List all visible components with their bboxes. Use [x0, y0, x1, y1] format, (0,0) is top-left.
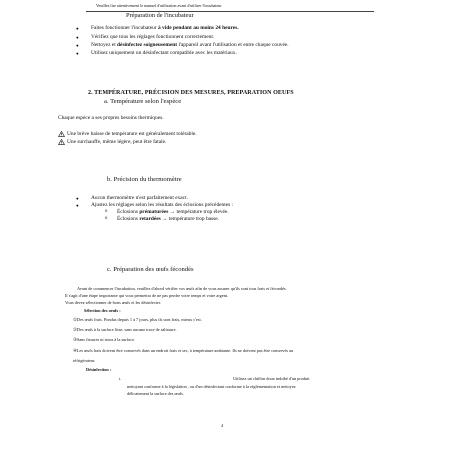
bullet-dot: ● [76, 35, 79, 40]
bullet-dot: ● [76, 51, 79, 56]
bullet-dot: ● [76, 26, 79, 31]
bullet-dot: ● [76, 196, 79, 201]
prep-bullet-1: Faites fonctionner l'incubateur à vide pendant au moins 24 heures. [91, 25, 239, 31]
subsection-b-title: b. Précision du thermomètre [107, 176, 182, 183]
selection-item-3: ③Sans fissures ni trous à la surface. [73, 337, 135, 342]
selection-item-1: ①Des œufs frais. Pondus depuis 1 à 7 jours, plus ils sont frais, mieux c'est. [73, 317, 202, 322]
page-number: 4 [221, 423, 224, 428]
section-2-heading: 2. TEMPÉRATURE, PRÉCISION DES MESURES, PREPARATION OEUFS [88, 90, 294, 96]
subsection-c-title: c. Préparation des œufs fécondés [107, 266, 194, 273]
disinfection-line-3: délicatement la surface des œufs. [127, 391, 184, 396]
running-header: Veuillez lire attentivement le manuel d'utilisation avant d'utiliser l'incubateur [96, 3, 222, 8]
c-paragraph-line-3: Vous devez sélectionner de bons œufs et les désinfecter. [65, 300, 161, 305]
disinfection-line-2: nettoyant conforme à la législation , ou d'un désinfectant conforme à la réglementation et nettoyez [127, 384, 296, 389]
b-bullet-2: Ajustez les réglages selon les résultats des éclosions précédentes : [91, 202, 234, 208]
warning-triangle-icon [58, 139, 65, 145]
b-sub-bullet-1: Éclosions prématurées → température trop élevée. [117, 209, 229, 215]
bullet-dot: ● [76, 43, 79, 48]
c-paragraph-line-1: Avant de commencer l'incubation, veuillez d'abord vérifier vos œufs afin de vous assurer qu'ils sont tous frais et fécondés. [77, 286, 287, 291]
prep-bullet-3: Nettoyez et désinfectez soigneusement l'appareil avant l'utilisation et entre chaque couvée. [91, 42, 289, 48]
warning-line-1: Une brève baisse de température est généralement tolérable. [67, 131, 197, 137]
selection-item-4: ④Les œufs frais doivent être conservés dans un endroit frais et sec, à température ambiante. Ils ne doivent pas être conservés au [73, 348, 294, 353]
disinfection-line-1: Utilisez un chiffon doux imbibé d'un produit [233, 376, 310, 381]
disinfection-title: Désinfection : [86, 367, 112, 372]
disinfection-marker: i. [119, 376, 122, 381]
section-title: Préparation de l'incubateur [126, 12, 194, 19]
selection-item-2: ②Des œufs à la surface lisse, sans aucune trace de salissure. [73, 327, 177, 332]
subsection-a-title: a. Température selon l'espèce [104, 98, 182, 105]
selection-item-4-continued: réfrigérateur. [73, 358, 96, 363]
sub-bullet-circle: o [105, 209, 108, 214]
prep-bullet-4: Utilisez uniquement un désinfectant compatible avec les matériaux. [91, 50, 237, 56]
b-bullet-1: Aucun thermomètre n'est parfaitement exact. [91, 195, 188, 201]
warning-triangle-icon [58, 131, 65, 137]
selection-title: Sélection des oeufs : [84, 308, 121, 313]
b-sub-bullet-2: Éclosions retardées → température trop basse. [117, 216, 219, 222]
prep-bullet-2: Vérifiez que tous les réglages fonctionnent correctement. [91, 34, 215, 40]
bullet-dot: ● [76, 203, 79, 208]
subsection-a-intro: Chaque espèce a ses propres besoins thermiques. [58, 115, 164, 121]
sub-bullet-circle: o [105, 216, 108, 221]
warning-line-2: Une surchauffe, même légère, peut être fatale. [67, 139, 167, 145]
c-paragraph-line-2: Il s'agit d'une étape importante qui vous permettra de ne pas perdre votre temps et votre argent. [65, 293, 229, 298]
